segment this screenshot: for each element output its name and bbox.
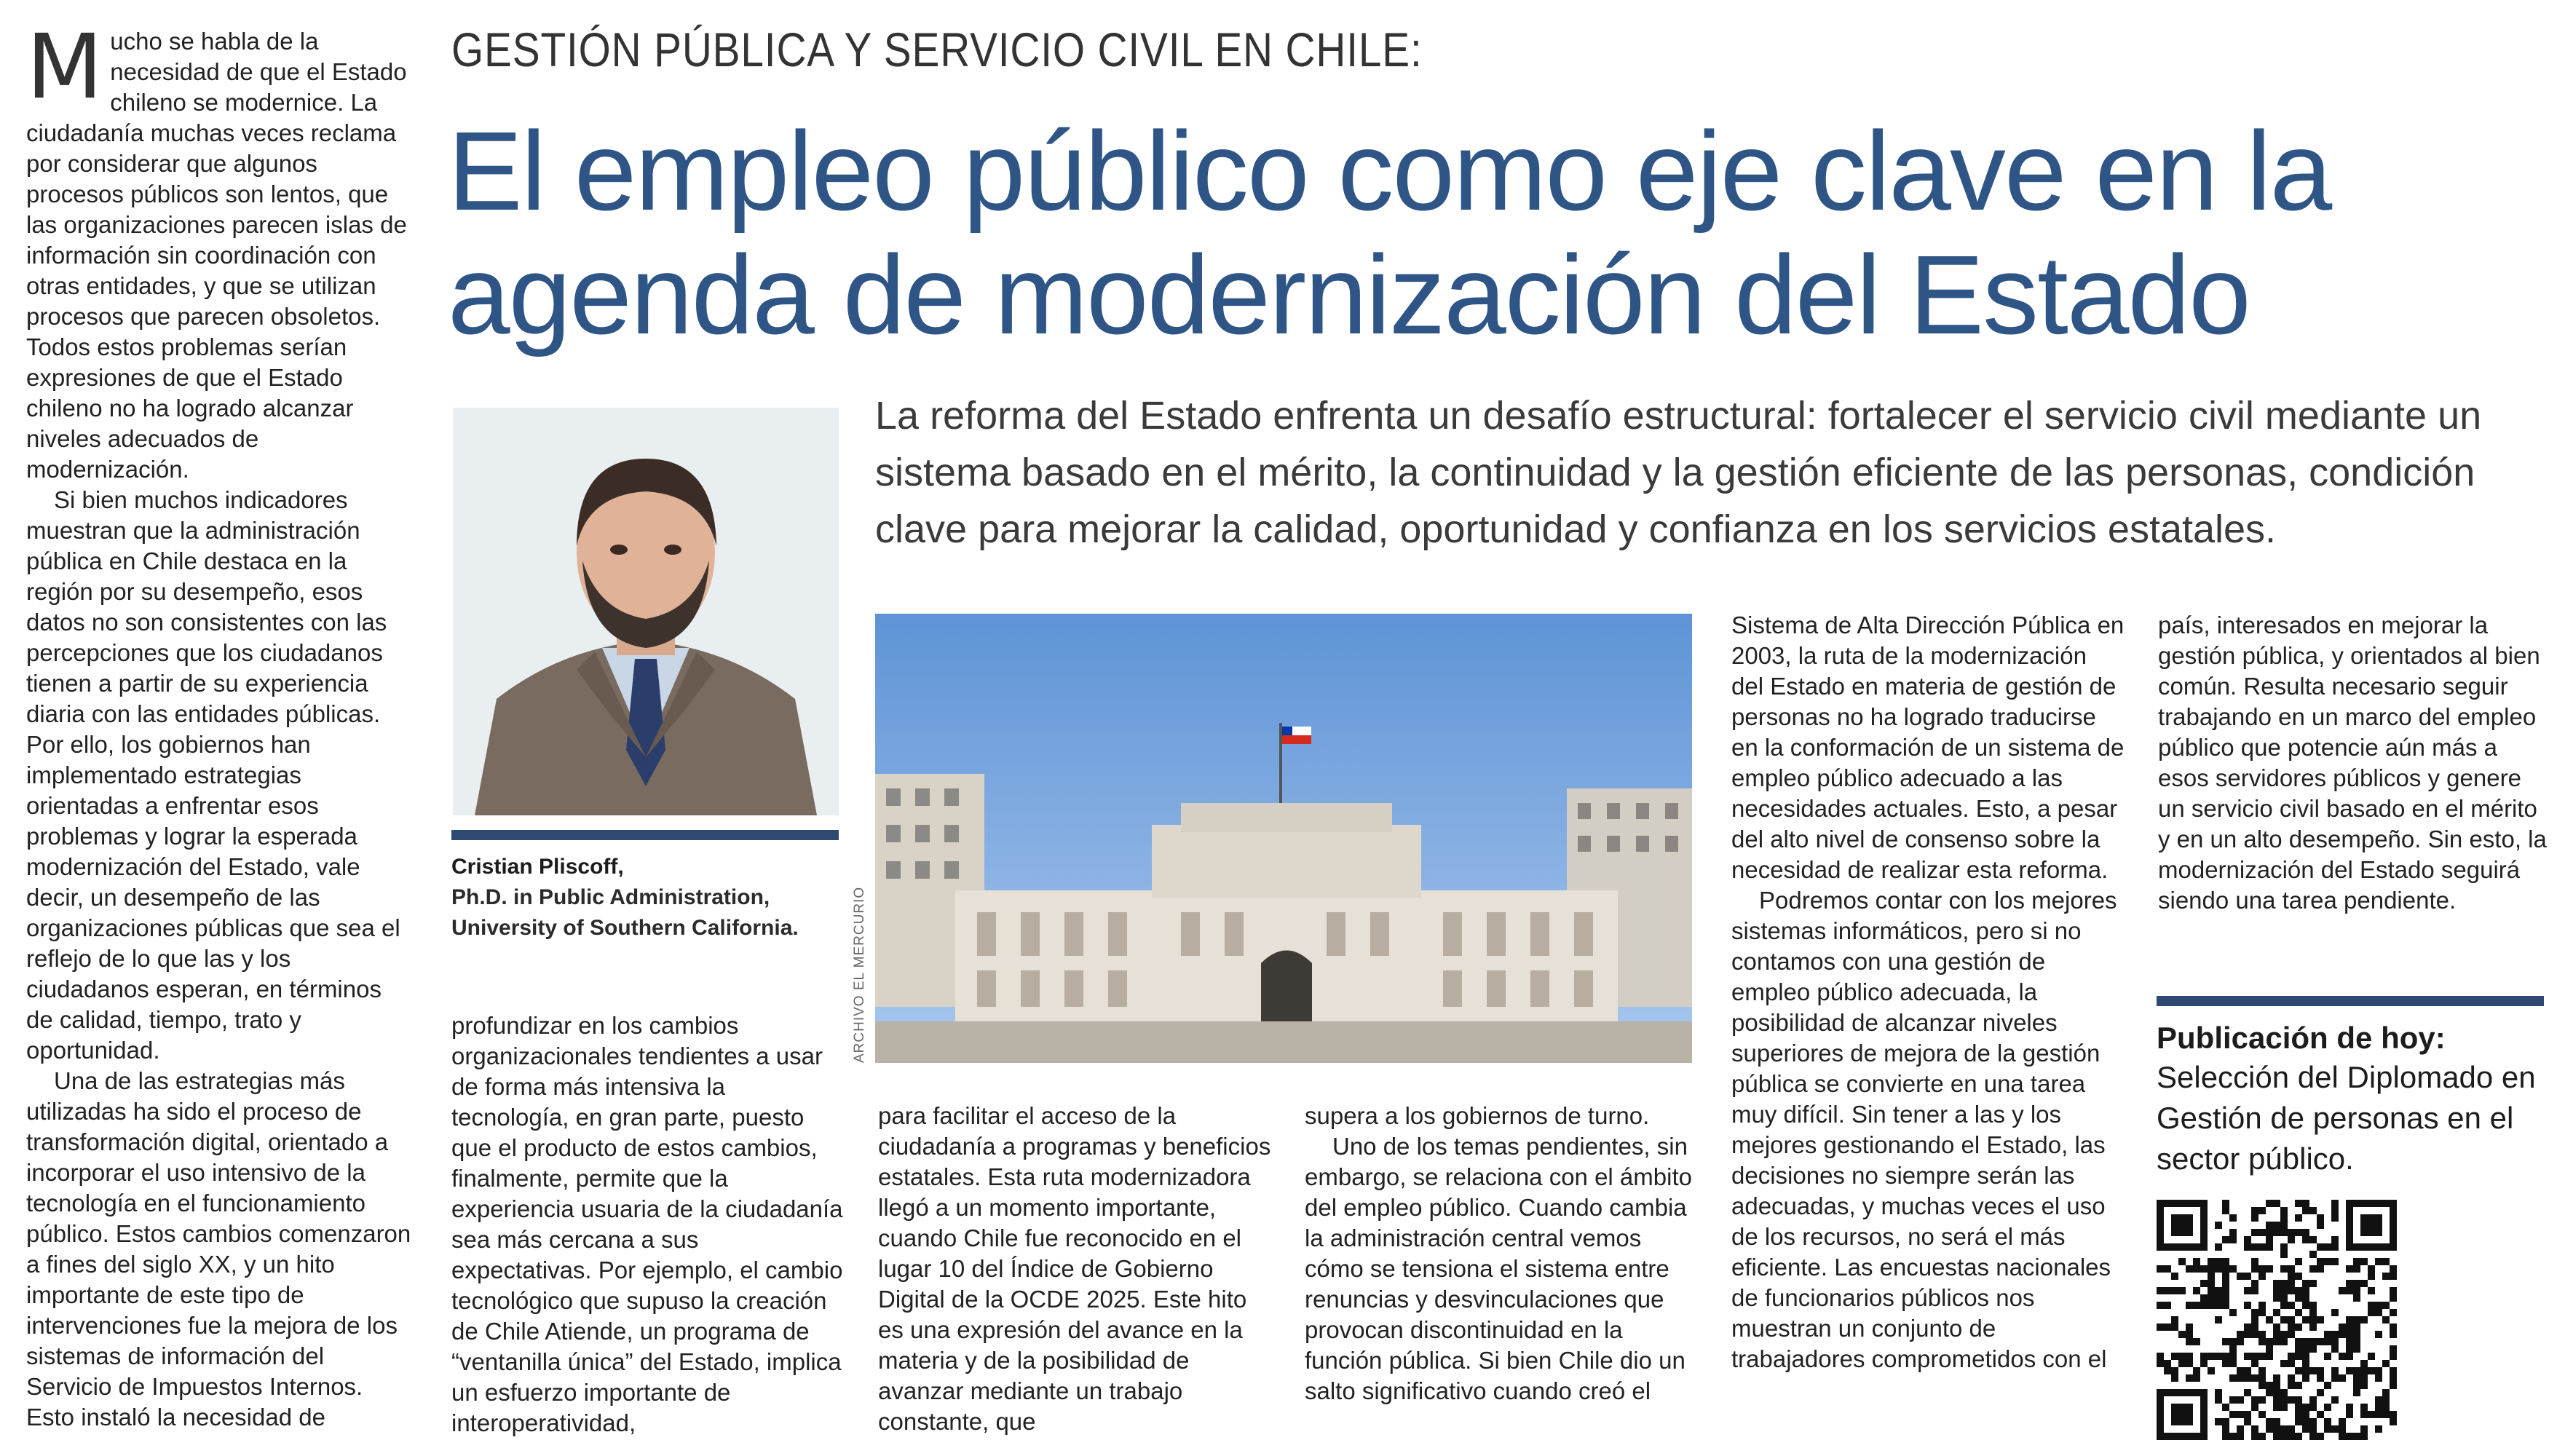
paragraph: país, interesados en mejorar la gestión pública, y orientados al bien común. Resulta necesario seguir trabajando en un marco del empleo público que potencie aún más a esos servidores públicos y genere un servicio civil basado en el mérito y en un alto desempeño. Sin esto, la modernización del Estado seguirá siendo una tarea pendiente.	[2158, 612, 2547, 914]
author-degree: Ph.D. in Public Administration,	[451, 885, 770, 909]
kicker: GESTIÓN PÚBLICA Y SERVICIO CIVIL EN CHILE:	[451, 23, 1423, 76]
drop-cap: M	[26, 15, 103, 119]
paragraph-2: Uno de los temas pendientes, sin embargo, se relaciona con el ámbito del empleo público. Cuando cambia la administración central vemos cómo se tensiona el sistema entre renuncias y desvinculaciones que provocan discontinuidad en la función pública. Si bien Chile dio un salto significativo cuando creó el	[1305, 1133, 1692, 1404]
paragraph-2: Si bien muchos indicadores muestran que la administración pública en Chile destaca en la región por su desempeño, esos datos no son consistentes con las percepciones que los ciudadanos tienen a partir de su experiencia diaria con las entidades públicas. Por ello, los gobiernos han implementado estrategias orientadas a enfrentar esos problemas y lograr la esperada modernización del Estado, vale decir, un desempeño de las organizaciones públicas que sea el reflejo de lo que las y los ciudadanos esperan, en términos de calidad, tiempo, trato y oportunidad.	[26, 486, 400, 1064]
qr-code-icon[interactable]	[2157, 1200, 2397, 1440]
author-rule	[451, 830, 839, 840]
article-column-6	[2158, 610, 2551, 916]
paragraph-1: supera a los gobiernos de turno.	[1305, 1102, 1650, 1129]
paragraph-1: Sistema de Alta Dirección Pública en 2003, la ruta de la modernización del Estado en materia de gestión de personas no ha logrado traducirse en la conformación de un sistema de empleo público adecuado a las necesidades actuales. Esto, a pesar del alto nivel de consenso sobre la necesidad de realizar esta reforma.	[1731, 612, 2125, 883]
author-portrait	[453, 408, 839, 815]
author-portrait-image	[453, 408, 839, 815]
paragraph-1: Mucho se habla de la necesidad de que el Estado chileno se modernice. La ciudadanía muchas veces reclama por considerar que algunos procesos públicos son lentos, que las organizaciones parecen islas de información sin coordinación con otras entidades, y que se utilizan procesos que parecen obsoletos. Todos estos problemas serían expresiones de que el Estado chileno no ha logrado alcanzar niveles adecuados de modernización.	[26, 15, 407, 483]
paragraph: para facilitar el acceso de la ciudadanía a programas y beneficios estatales. Esta ruta modernizadora llegó a un momento importante, cuando Chile fue reconocido en el lugar 10 del Índice de Gobierno Digital de la OCDE 2025. Este hito es una expresión del avance en la materia y de la posibilidad de avanzar mediante un trabajo constante, que	[878, 1102, 1271, 1435]
author-name: Cristian Pliscoff,	[451, 855, 624, 879]
lede: La reforma del Estado enfrenta un desafío estructural: fortalecer el servicio civil mediante un sistema basado en el mérito, la continuidad y la gestión eficiente de las personas, condición clave para mejorar la calidad, oportunidad y confianza en los servicios estatales.	[875, 394, 2482, 551]
la-moneda-photo	[875, 614, 1692, 1063]
article-column-3	[878, 1101, 1271, 1437]
article-column-4	[1305, 1101, 1698, 1406]
photo-credit: ARCHIVO EL MERCURIO	[852, 886, 867, 1063]
publication-text: Selección del Diplomado en Gestión de personas en el sector público.	[2157, 1060, 2536, 1176]
paragraph: profundizar en los cambios organizacionales tendientes a usar de forma más intensiva la tecnología, en gran parte, puesto que el producto de estos cambios, finalmente, permite que la experiencia usuaria de la ciudadanía sea más cercana a sus expectativas. Por ejemplo, el cambio tecnológico que supuso la creación de Chile Atiende, un programa de “ventanilla única” del Estado, implica un esfuerzo importante de interoperatividad,	[451, 1012, 843, 1436]
article-column-2	[451, 1010, 845, 1439]
publication-label: Publicación de hoy:	[2157, 1021, 2446, 1055]
article-column-5	[1731, 610, 2125, 1374]
paragraph-2: Podremos contar con los mejores sistemas informáticos, pero si no contamos con una gestión de empleo público adecuada, la posibilidad de alcanzar niveles superiores de mejora de la gestión pública se convierte en una tarea muy difícil. Sin tener a las y los mejores gestionando el Estado, las decisiones no siempre serán las adecuadas, y muchas veces el uso de los recursos, no será el más eficiente. Las encuestas nacionales de funcionarios públicos nos muestran un conjunto de trabajadores comprometidos con el	[1731, 887, 2117, 1372]
article-column-1	[26, 15, 412, 1433]
paragraph-3: Una de las estrategias más utilizadas ha sido el proceso de transformación digital, orientado a incorporar el uso intensivo de la tecnología en el funcionamiento público. Estos cambios comenzaron a fines del siglo XX, y un hito importante de este tipo de intervenciones fue la mejora de los sistemas de información del Servicio de Impuestos Internos. Esto instaló la necesidad de	[26, 1067, 411, 1431]
headline: El empleo público como eje clave en la agenda de modernización del Estado	[448, 108, 2331, 357]
author-byline	[451, 852, 859, 943]
palace-image	[875, 614, 1692, 1063]
publication-rule	[2157, 996, 2544, 1006]
author-university: University of Southern California.	[451, 916, 799, 940]
